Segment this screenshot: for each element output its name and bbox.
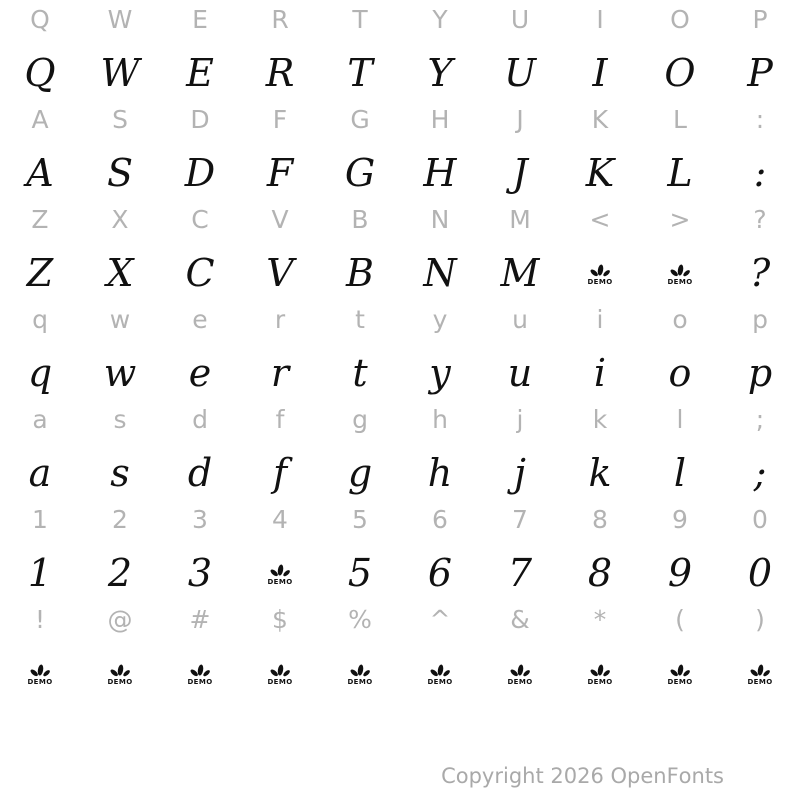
- copyright-watermark: Copyright 2026 OpenFonts: [441, 764, 724, 788]
- demo-glyph-cell: [400, 650, 480, 696]
- demo-glyph-cell: [480, 650, 560, 696]
- demo-label: DEMO: [587, 278, 613, 286]
- glyph-cell: Q: [24, 51, 56, 95]
- glyph-cell: C: [185, 251, 215, 295]
- glyph-cell: V: [266, 251, 294, 295]
- glyph-cell: f: [275, 405, 285, 434]
- demo-label: DEMO: [427, 678, 453, 686]
- glyph-cell: q: [32, 305, 48, 334]
- glyph-cell: >: [669, 205, 691, 234]
- glyph-cell: K: [585, 151, 615, 195]
- demo-ornament-icon: [507, 663, 532, 686]
- glyph-cell: i: [596, 305, 604, 334]
- glyph-cell: #: [189, 605, 211, 634]
- demo-ornament-icon: [427, 663, 452, 686]
- glyph-cell: 5: [352, 505, 368, 534]
- glyph-cell: w: [109, 305, 131, 334]
- glyph-cell: W: [107, 5, 133, 34]
- glyph-row-2-large: [0, 50, 800, 100]
- glyph-cell: e: [192, 305, 208, 334]
- glyph-cell: Z: [26, 251, 54, 295]
- glyph-cell: &: [510, 605, 530, 634]
- glyph-cell: j: [514, 451, 526, 495]
- demo-label: DEMO: [667, 678, 693, 686]
- glyph-cell: *: [593, 605, 607, 634]
- glyph-cell: 4: [272, 505, 288, 534]
- glyph-cell: 3: [192, 505, 208, 534]
- demo-ornament-icon: [107, 663, 132, 686]
- glyph-cell: 0: [752, 505, 768, 534]
- demo-glyph-cell: [160, 650, 240, 696]
- glyph-cell: p: [752, 305, 768, 334]
- glyph-cell: G: [344, 151, 376, 195]
- demo-glyph-cell: [240, 650, 320, 696]
- glyph-cell: 1: [32, 505, 48, 534]
- glyph-cell: 9: [667, 551, 693, 595]
- glyph-cell: 1: [27, 551, 53, 595]
- glyph-cell: X: [106, 251, 134, 295]
- glyph-cell: S: [112, 105, 128, 134]
- demo-glyph-cell: [320, 650, 400, 696]
- glyph-cell: 2: [112, 505, 128, 534]
- glyph-cell: i: [593, 351, 607, 395]
- glyph-cell: %: [348, 605, 372, 634]
- glyph-cell: ;: [753, 451, 767, 495]
- glyph-cell: D: [190, 105, 210, 134]
- glyph-cell: (: [675, 605, 685, 634]
- glyph-cell: 8: [587, 551, 613, 595]
- demo-label: DEMO: [267, 578, 293, 586]
- glyph-row-1-small: [0, 0, 800, 50]
- glyph-cell: O: [664, 51, 696, 95]
- glyph-cell: t: [352, 351, 368, 395]
- glyph-cell: o: [672, 305, 688, 334]
- glyph-row-3-small: [0, 100, 800, 150]
- glyph-cell: H: [430, 105, 450, 134]
- demo-ornament-icon: [267, 663, 292, 686]
- glyph-cell: a: [28, 451, 52, 495]
- glyph-cell: L: [667, 151, 693, 195]
- demo-ornament-icon: [667, 663, 692, 686]
- demo-glyph-cell: [640, 250, 720, 296]
- demo-ornament-icon: [587, 263, 612, 286]
- glyph-cell: $: [272, 605, 288, 634]
- glyph-cell: 6: [432, 505, 448, 534]
- glyph-cell: t: [355, 305, 365, 334]
- glyph-cell: S: [106, 151, 134, 195]
- demo-label: DEMO: [347, 678, 373, 686]
- glyph-cell: ?: [753, 205, 767, 234]
- glyph-cell: U: [503, 51, 537, 95]
- glyph-cell: M: [500, 251, 540, 295]
- glyph-cell: Z: [31, 205, 49, 234]
- demo-label: DEMO: [507, 678, 533, 686]
- glyph-cell: 7: [512, 505, 528, 534]
- glyph-cell: :: [753, 151, 767, 195]
- glyph-cell: g: [347, 451, 373, 495]
- glyph-cell: E: [192, 5, 208, 34]
- glyph-cell: <: [589, 205, 611, 234]
- glyph-cell: F: [266, 151, 294, 195]
- demo-glyph-cell: [560, 650, 640, 696]
- glyph-cell: A: [26, 151, 54, 195]
- demo-label: DEMO: [667, 278, 693, 286]
- glyph-cell: 8: [592, 505, 608, 534]
- demo-label: DEMO: [267, 678, 293, 686]
- glyph-cell: 0: [747, 551, 773, 595]
- glyph-cell: r: [274, 305, 286, 334]
- glyph-cell: !: [34, 605, 46, 634]
- glyph-row-14-large: [0, 650, 800, 700]
- glyph-cell: r: [270, 351, 290, 395]
- glyph-cell: B: [346, 251, 374, 295]
- glyph-cell: d: [187, 451, 213, 495]
- demo-label: DEMO: [587, 678, 613, 686]
- demo-glyph-cell: [80, 650, 160, 696]
- glyph-cell: @: [107, 605, 133, 634]
- glyph-cell: E: [186, 51, 214, 95]
- demo-glyph-cell: [720, 650, 800, 696]
- glyph-cell: e: [188, 351, 212, 395]
- glyph-row-6-large: [0, 250, 800, 300]
- glyph-row-11-small: [0, 500, 800, 550]
- glyph-cell: J: [512, 151, 528, 195]
- glyph-cell: K: [591, 105, 609, 134]
- glyph-cell: l: [676, 405, 684, 434]
- glyph-row-10-large: [0, 450, 800, 500]
- glyph-cell: q: [27, 351, 53, 395]
- glyph-cell: X: [111, 205, 129, 234]
- demo-glyph-cell: [640, 650, 720, 696]
- glyph-cell: M: [509, 205, 531, 234]
- glyph-cell: o: [668, 351, 692, 395]
- glyph-cell: 9: [672, 505, 688, 534]
- demo-glyph-cell: [0, 650, 80, 696]
- glyph-cell: L: [673, 105, 687, 134]
- glyph-cell: I: [592, 51, 608, 95]
- glyph-cell: h: [427, 451, 453, 495]
- glyph-cell: R: [271, 5, 289, 34]
- glyph-row-13-small: [0, 600, 800, 650]
- glyph-cell: G: [350, 105, 370, 134]
- glyph-cell: P: [752, 5, 768, 34]
- glyph-cell: N: [423, 251, 457, 295]
- glyph-cell: Y: [427, 51, 453, 95]
- glyph-cell: T: [347, 51, 373, 95]
- demo-ornament-icon: [347, 663, 372, 686]
- glyph-cell: 7: [507, 551, 533, 595]
- glyph-cell: V: [271, 205, 289, 234]
- glyph-cell: C: [191, 205, 209, 234]
- demo-ornament-icon: [587, 663, 612, 686]
- glyph-cell: j: [516, 405, 524, 434]
- glyph-cell: ^: [429, 605, 451, 634]
- glyph-cell: 2: [107, 551, 133, 595]
- glyph-cell: u: [507, 351, 533, 395]
- glyph-cell: p: [747, 351, 773, 395]
- glyph-cell: I: [596, 5, 604, 34]
- demo-label: DEMO: [107, 678, 133, 686]
- glyph-cell: Q: [30, 5, 50, 34]
- demo-ornament-icon: [667, 263, 692, 286]
- glyph-cell: u: [512, 305, 528, 334]
- glyph-cell: U: [510, 5, 530, 34]
- glyph-cell: w: [103, 351, 137, 395]
- glyph-cell: g: [352, 405, 368, 434]
- glyph-cell: H: [423, 151, 457, 195]
- glyph-cell: N: [430, 205, 450, 234]
- glyph-cell: ): [755, 605, 765, 634]
- demo-ornament-icon: [267, 563, 292, 586]
- glyph-row-7-small: [0, 300, 800, 350]
- glyph-cell: f: [272, 451, 288, 495]
- glyph-cell: k: [592, 405, 608, 434]
- glyph-cell: l: [673, 451, 687, 495]
- glyph-cell: Y: [432, 5, 448, 34]
- glyph-row-5-small: [0, 200, 800, 250]
- glyph-cell: y: [429, 351, 451, 395]
- glyph-row-12-large: [0, 550, 800, 600]
- glyph-cell: ;: [755, 405, 765, 434]
- demo-label: DEMO: [187, 678, 213, 686]
- glyph-cell: ?: [749, 251, 771, 295]
- glyph-row-9-small: [0, 400, 800, 450]
- glyph-cell: s: [113, 405, 127, 434]
- glyph-cell: D: [184, 151, 216, 195]
- demo-ornament-icon: [27, 663, 52, 686]
- glyph-cell: :: [755, 105, 765, 134]
- glyph-cell: B: [351, 205, 369, 234]
- glyph-cell: 6: [427, 551, 453, 595]
- demo-label: DEMO: [747, 678, 773, 686]
- glyph-cell: 5: [347, 551, 373, 595]
- demo-glyph-cell: [240, 550, 320, 596]
- glyph-cell: R: [265, 51, 295, 95]
- glyph-cell: O: [670, 5, 690, 34]
- glyph-cell: T: [352, 5, 368, 34]
- glyph-row-4-large: [0, 150, 800, 200]
- glyph-cell: A: [31, 105, 49, 134]
- glyph-cell: 3: [187, 551, 213, 595]
- glyph-cell: P: [747, 51, 773, 95]
- demo-ornament-icon: [187, 663, 212, 686]
- glyph-cell: F: [272, 105, 288, 134]
- demo-label: DEMO: [27, 678, 53, 686]
- glyph-row-8-large: [0, 350, 800, 400]
- glyph-cell: k: [588, 451, 612, 495]
- demo-ornament-icon: [747, 663, 772, 686]
- demo-glyph-cell: [560, 250, 640, 296]
- glyph-cell: s: [110, 451, 130, 495]
- glyph-cell: h: [432, 405, 448, 434]
- glyph-cell: d: [192, 405, 208, 434]
- glyph-cell: J: [516, 105, 524, 134]
- glyph-cell: y: [432, 305, 448, 334]
- glyph-cell: a: [32, 405, 48, 434]
- glyph-cell: W: [100, 51, 140, 95]
